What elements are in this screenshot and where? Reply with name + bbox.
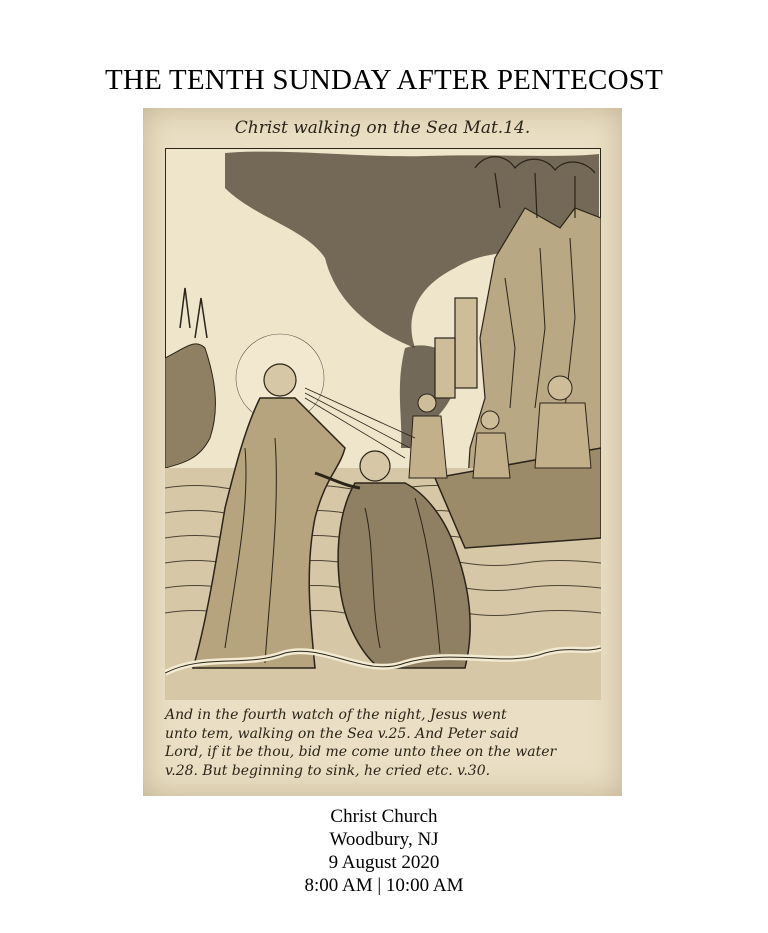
engraving-illustration (165, 148, 601, 700)
service-date: 9 August 2020 (328, 852, 440, 873)
engraving-image (143, 108, 622, 796)
engraving-title: Christ walking on the Sea Mat.14. (234, 118, 531, 138)
service-times: 8:00 AM | 10:00 AM (304, 875, 464, 896)
caption-line: unto tem, walking on the Sea v.25. And Peter said (165, 725, 519, 742)
caption-line: Lord, if it be thou, bid me come unto thee on the water (165, 744, 557, 760)
church-location: Woodbury, NJ (329, 829, 439, 850)
caption-line: And in the fourth watch of the night, Jesus went (165, 707, 507, 723)
church-name: Christ Church (330, 806, 438, 827)
caption-line: v.28. But beginning to sink, he cried etc. v.30. (165, 762, 491, 779)
engraving-caption (165, 706, 605, 780)
service-info (0, 805, 768, 897)
page-title: THE TENTH SUNDAY AFTER PENTECOST (105, 64, 663, 96)
